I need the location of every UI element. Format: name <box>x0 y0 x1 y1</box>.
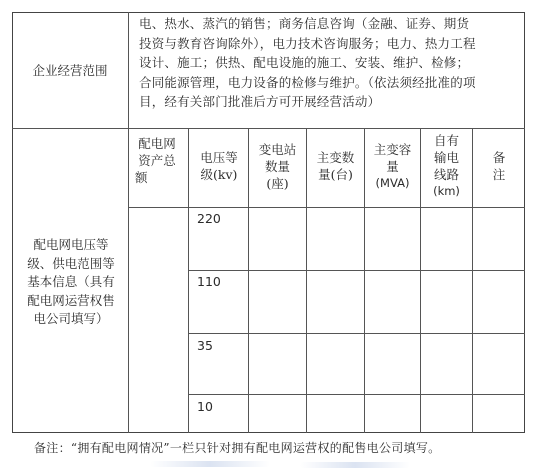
voltage-value-35: 35 <box>197 338 213 353</box>
header-total-assets: 配电网 资产总 额 <box>135 136 176 185</box>
scope-line: 投资与教育咨询除外），电力技术咨询服务；电力、热力工程 <box>139 35 476 51</box>
header-transformer-count: 主变数 量(台) <box>316 150 355 182</box>
scope-line: 设计、施工；供热、配电设施的施工、安装、维护、检修； <box>139 55 470 71</box>
business-scope-label: 企业经营范围 <box>32 63 108 78</box>
scan-artifact <box>300 462 410 468</box>
col-divider-label <box>128 12 129 433</box>
header-voltage-level: 电压等 级(kv) <box>200 150 238 182</box>
scan-artifact <box>150 461 270 467</box>
scope-line: 目，经有关部门批准后方可开展经营活动） <box>139 94 381 110</box>
header-substation-count: 变电站 数量 (座) <box>258 142 297 191</box>
row-divider-220 <box>188 270 525 271</box>
header-remarks: 备 注 <box>492 150 506 182</box>
business-scope-text <box>139 14 519 112</box>
row-divider-scope <box>12 128 525 129</box>
scope-line: 电、热水、蒸汽的销售；商务信息咨询（金融、证券、期货 <box>139 16 470 31</box>
header-transformer-capacity: 主变容 量 (MVA) <box>373 142 412 190</box>
footnote: 备注：“拥有配电网情况”一栏只针对拥有配电网运营权的配售电公司填写。 <box>34 441 441 455</box>
row-divider-110 <box>188 333 525 334</box>
voltage-value-220: 220 <box>197 211 221 226</box>
voltage-value-110: 110 <box>197 274 221 289</box>
row-divider-35 <box>188 394 525 395</box>
header-transmission-lines: 自有 输电 线路 (km) <box>433 133 460 198</box>
distribution-network-label: 配电网电压等 级、供电范围等 基本信息（具有 配电网运营权售 电公司填写） <box>27 237 115 326</box>
scope-line: 合同能源管理，电力设备的检修与维护。（依法须经批准的项 <box>139 74 476 90</box>
col-divider-asset <box>188 128 189 433</box>
voltage-value-10: 10 <box>197 399 213 414</box>
